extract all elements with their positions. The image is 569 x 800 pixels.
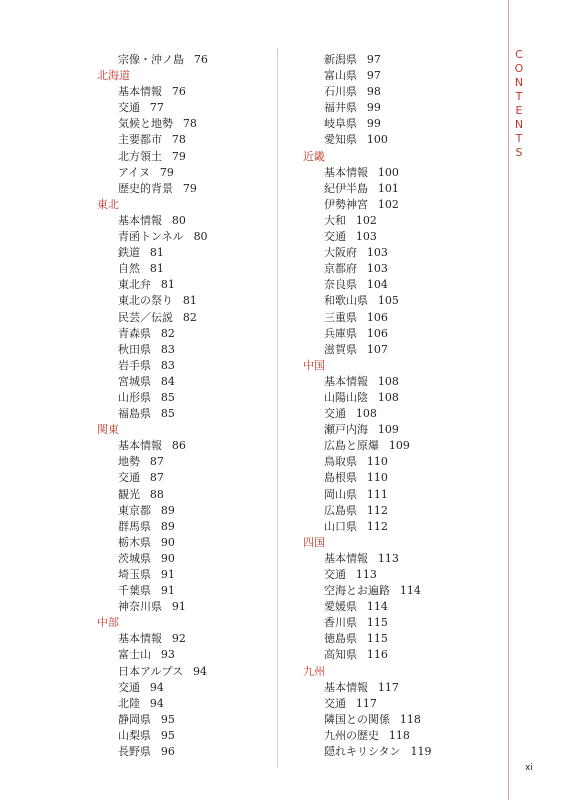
- toc-entry-page: 87: [149, 471, 164, 485]
- toc-entry-page: 85: [160, 407, 175, 421]
- toc-entry-label: 島根県: [324, 471, 357, 485]
- toc-entry-label: 千葉県: [118, 584, 151, 598]
- toc-entry-label: 北陸: [118, 696, 140, 710]
- toc-entry: [303, 310, 431, 326]
- toc-entry-label: 神奈川県: [118, 600, 162, 614]
- toc-entry: [303, 197, 431, 213]
- toc-entry-page: 91: [160, 584, 175, 598]
- toc-section-heading: 東北: [97, 197, 119, 211]
- toc-entry-label: 山形県: [118, 390, 151, 404]
- toc-entry-label: 山口県: [324, 519, 357, 533]
- toc-entry-page: 83: [160, 342, 175, 356]
- toc-entry-page: 107: [366, 342, 388, 356]
- toc-entry-label: 主要都市: [118, 133, 162, 147]
- toc-entry-page: 108: [377, 374, 399, 388]
- toc-entry-page: 92: [171, 632, 186, 646]
- toc-entry-page: 104: [366, 278, 388, 292]
- toc-entry: [303, 567, 431, 583]
- toc-entry-page: 110: [366, 455, 388, 469]
- toc-left-column: [97, 52, 208, 760]
- toc-entry-page: 95: [160, 712, 175, 726]
- toc-entry: [97, 438, 208, 454]
- toc-section-heading: 関東: [97, 423, 119, 437]
- toc-entry-page: 102: [355, 213, 377, 227]
- toc-entry-page: 103: [366, 246, 388, 260]
- toc-entry-page: 108: [355, 407, 377, 421]
- toc-entry-label: 大阪府: [324, 246, 357, 260]
- toc-entry-page: 101: [377, 181, 399, 195]
- toc-entry-page: 103: [366, 262, 388, 276]
- toc-entry-page: 94: [149, 680, 164, 694]
- toc-entry: [97, 487, 208, 503]
- contents-title: [509, 48, 529, 160]
- toc-entry-page: 115: [366, 616, 388, 630]
- toc-entry-label: 基本情報: [324, 680, 368, 694]
- toc-entry-label: 富士山: [118, 648, 151, 662]
- toc-entry-label: 東北の祭り: [118, 294, 173, 308]
- toc-entry: [303, 68, 431, 84]
- toc-entry-page: 85: [160, 390, 175, 404]
- toc-entry: [97, 744, 208, 760]
- toc-entry-page: 106: [366, 326, 388, 340]
- toc-entry: [97, 326, 208, 342]
- toc-entry-label: 徳島県: [324, 632, 357, 646]
- toc-entry-label: 石川県: [324, 85, 357, 99]
- toc-entry-label: 東京都: [118, 503, 151, 517]
- toc-entry: [97, 358, 208, 374]
- toc-entry-page: 97: [366, 69, 381, 83]
- toc-entry-label: アイヌ: [118, 165, 151, 179]
- toc-entry-label: 青森県: [118, 326, 151, 340]
- toc-entry: [303, 631, 431, 647]
- toc-entry: [97, 631, 208, 647]
- toc-entry: [97, 390, 208, 406]
- toc-entry: [303, 165, 431, 181]
- toc-entry-page: 113: [355, 568, 377, 581]
- toc-entry: [303, 406, 431, 422]
- toc-entry-page: 108: [377, 390, 399, 404]
- toc-entry-label: 交通: [324, 230, 346, 244]
- toc-entry-label: 埼玉県: [118, 568, 151, 581]
- toc-entry-label: 北方領土: [118, 149, 162, 163]
- toc-entry: [303, 551, 431, 567]
- toc-entry-label: 観光: [118, 487, 140, 501]
- toc-entry-label: 交通: [118, 680, 140, 694]
- toc-entry-label: 交通: [118, 101, 140, 115]
- toc-entry-label: 交通: [324, 568, 346, 581]
- toc-entry-page: 79: [159, 165, 174, 179]
- toc-entry: [97, 470, 208, 486]
- toc-entry-page: 109: [377, 423, 399, 437]
- toc-entry: [97, 567, 208, 583]
- toc-entry-label: 宮城県: [118, 374, 151, 388]
- toc-entry-page: 81: [149, 262, 164, 276]
- toc-entry: [303, 438, 431, 454]
- toc-entry: [97, 728, 208, 744]
- toc-entry: [303, 52, 431, 68]
- toc-entry-page: 89: [160, 519, 175, 533]
- toc-entry: [303, 728, 431, 744]
- toc-entry-page: 113: [377, 551, 399, 565]
- toc-entry: [97, 696, 208, 712]
- toc-entry-page: 118: [388, 728, 410, 742]
- toc-entry-page: 82: [182, 310, 197, 324]
- toc-entry: [97, 712, 208, 728]
- toc-entry-page: 87: [149, 455, 164, 469]
- toc-entry-page: 100: [366, 133, 388, 147]
- toc-entry-page: 90: [160, 535, 175, 549]
- toc-entry: [303, 470, 431, 486]
- toc-entry: [97, 132, 208, 148]
- toc-entry-page: 82: [160, 326, 175, 340]
- toc-entry-page: 96: [160, 745, 175, 759]
- toc-entry: [303, 84, 431, 100]
- toc-entry-page: 83: [160, 358, 175, 372]
- toc-entry-label: 基本情報: [118, 439, 162, 453]
- toc-entry-page: 116: [366, 648, 388, 662]
- toc-section-heading: 四国: [303, 535, 325, 549]
- toc-entry-page: 119: [410, 745, 432, 759]
- toc-entry-label: 気候と地勢: [118, 117, 173, 131]
- toc-entry-page: 81: [182, 294, 197, 308]
- toc-entry-page: 80: [171, 213, 186, 227]
- toc-entry: [97, 535, 208, 551]
- toc-entry-page: 102: [377, 197, 399, 211]
- toc-entry: [303, 519, 431, 535]
- toc-entry: [97, 229, 208, 245]
- toc-entry: [97, 293, 208, 309]
- toc-entry: [303, 326, 431, 342]
- toc-entry: [97, 213, 208, 229]
- toc-entry-page: 84: [160, 374, 175, 388]
- toc-entry-page: 115: [366, 632, 388, 646]
- toc-entry-label: 福島県: [118, 407, 151, 421]
- toc-entry-label: 秋田県: [118, 342, 151, 356]
- toc-entry-label: 基本情報: [324, 165, 368, 179]
- toc-entry-label: 基本情報: [118, 85, 162, 99]
- toc-entry: [97, 454, 208, 470]
- toc-entry: [97, 149, 208, 165]
- toc-entry: [303, 487, 431, 503]
- toc-entry: [303, 583, 431, 599]
- toc-entry: [303, 422, 431, 438]
- toc-entry-label: 奈良県: [324, 278, 357, 292]
- toc-entry-page: 78: [182, 117, 197, 131]
- toc-entry: [303, 503, 431, 519]
- toc-entry-page: 90: [160, 551, 175, 565]
- toc-entry-label: 基本情報: [324, 374, 368, 388]
- toc-entry: [303, 390, 431, 406]
- toc-entry-label: 青函トンネル: [118, 230, 184, 244]
- toc-section-heading: 北海道: [97, 69, 130, 83]
- toc-entry-page: 114: [366, 600, 388, 614]
- toc-entry: [97, 342, 208, 358]
- toc-entry: [97, 261, 208, 277]
- toc-entry-label: 静岡県: [118, 712, 151, 726]
- toc-entry-page: 94: [193, 664, 208, 678]
- toc-entry-page: 110: [366, 471, 388, 485]
- toc-entry-page: 76: [193, 53, 208, 66]
- toc-entry-label: 新潟県: [324, 53, 357, 66]
- toc-entry-label: 広島と原爆: [324, 439, 379, 453]
- toc-entry-label: 交通: [324, 696, 346, 710]
- toc-entry: [303, 277, 431, 293]
- toc-entry-page: 88: [149, 487, 164, 501]
- toc-entry-label: 高知県: [324, 648, 357, 662]
- toc-entry: [303, 100, 431, 116]
- toc-entry-label: 長野県: [118, 745, 151, 759]
- toc-section-heading: 九州: [303, 664, 325, 678]
- toc-entry-label: 岡山県: [324, 487, 357, 501]
- toc-entry-label: 福井県: [324, 101, 357, 115]
- toc-entry: [303, 615, 431, 631]
- toc-entry-page: 105: [377, 294, 399, 308]
- toc-entry-page: 98: [366, 85, 381, 99]
- toc-entry: [97, 406, 208, 422]
- toc-entry-label: 山梨県: [118, 728, 151, 742]
- toc-right-column: [303, 52, 431, 760]
- toc-entry: [97, 100, 208, 116]
- toc-entry: [303, 261, 431, 277]
- toc-entry-label: 東北弁: [118, 278, 151, 292]
- toc-entry: [303, 132, 431, 148]
- toc-entry: [303, 374, 431, 390]
- toc-entry: [97, 680, 208, 696]
- toc-entry-label: 滋賀県: [324, 342, 357, 356]
- toc-entry-label: 宗像・沖ノ島: [118, 53, 184, 66]
- toc-entry-label: 茨城県: [118, 551, 151, 565]
- toc-entry-page: 111: [366, 487, 388, 501]
- toc-entry-label: 紀伊半島: [324, 181, 368, 195]
- toc-entry: [97, 647, 208, 663]
- toc-entry: [303, 245, 431, 261]
- toc-entry: [97, 277, 208, 293]
- toc-entry-label: 鉄道: [118, 246, 140, 260]
- toc-entry: [97, 583, 208, 599]
- toc-entry: [303, 116, 431, 132]
- toc-entry-page: 117: [355, 696, 377, 710]
- toc-entry-page: 86: [171, 439, 186, 453]
- toc-entry-label: 歴史的背景: [118, 181, 173, 195]
- toc-entry-label: 空海とお遍路: [324, 584, 390, 598]
- toc-entry: [303, 696, 431, 712]
- toc-entry-page: 118: [399, 712, 421, 726]
- toc-section-heading: 近畿: [303, 149, 325, 163]
- toc-entry-page: 81: [149, 246, 164, 260]
- toc-entry-label: 鳥取県: [324, 455, 357, 469]
- toc-entry-label: 愛媛県: [324, 600, 357, 614]
- toc-entry: [97, 519, 208, 535]
- toc-entry: [303, 599, 431, 615]
- toc-entry-page: 91: [171, 600, 186, 614]
- toc-entry-page: 94: [149, 696, 164, 710]
- toc-entry-page: 109: [388, 439, 410, 453]
- toc-entry-label: 香川県: [324, 616, 357, 630]
- toc-entry: [97, 52, 208, 68]
- toc-entry-label: 兵庫県: [324, 326, 357, 340]
- toc-entry-label: 栃木県: [118, 535, 151, 549]
- toc-entry-page: 79: [182, 181, 197, 195]
- toc-entry-page: 112: [366, 503, 388, 517]
- toc-entry-label: 岐阜県: [324, 117, 357, 131]
- toc-entry-page: 95: [160, 728, 175, 742]
- toc-entry-page: 93: [160, 648, 175, 662]
- toc-entry-label: 三重県: [324, 310, 357, 324]
- toc-entry-page: 77: [149, 101, 164, 115]
- toc-entry-label: 和歌山県: [324, 294, 368, 308]
- toc-entry-label: 自然: [118, 262, 140, 276]
- toc-entry-page: 91: [160, 568, 175, 581]
- toc-entry-page: 89: [160, 503, 175, 517]
- toc-entry-label: 隠れキリシタン: [324, 745, 401, 759]
- toc-entry-label: 群馬県: [118, 519, 151, 533]
- toc-entry-label: 山陽山陰: [324, 390, 368, 404]
- toc-entry: [303, 647, 431, 663]
- toc-entry: [97, 374, 208, 390]
- toc-entry-label: 富山県: [324, 69, 357, 83]
- toc-entry-label: 愛知県: [324, 133, 357, 147]
- toc-entry: [303, 342, 431, 358]
- toc-entry: [303, 744, 431, 760]
- toc-entry-page: 76: [171, 85, 186, 99]
- toc-entry-label: 基本情報: [118, 213, 162, 227]
- toc-entry-label: 交通: [324, 407, 346, 421]
- toc-entry-page: 99: [366, 101, 381, 115]
- column-divider: [277, 48, 278, 768]
- toc-entry: [97, 664, 208, 680]
- toc-entry-label: 隣国との関係: [324, 712, 390, 726]
- toc-entry-page: 112: [366, 519, 388, 533]
- toc-entry-label: 広島県: [324, 503, 357, 517]
- toc-entry: [97, 84, 208, 100]
- toc-entry-page: 106: [366, 310, 388, 324]
- toc-entry-page: 81: [160, 278, 175, 292]
- toc-entry-page: 100: [377, 165, 399, 179]
- page-number: xi: [525, 763, 533, 773]
- toc-entry-page: 80: [193, 230, 208, 244]
- toc-entry-page: 78: [171, 133, 186, 147]
- toc-entry: [97, 116, 208, 132]
- toc-entry: [97, 551, 208, 567]
- toc-entry: [97, 245, 208, 261]
- toc-entry: [303, 712, 431, 728]
- toc-entry: [97, 503, 208, 519]
- toc-entry-label: 日本アルプス: [118, 664, 184, 678]
- toc-section-heading: 中部: [97, 616, 119, 630]
- toc-entry-label: 地勢: [118, 455, 140, 469]
- toc-entry: [303, 680, 431, 696]
- toc-entry: [97, 165, 208, 181]
- toc-entry-label: 基本情報: [324, 551, 368, 565]
- toc-entry-page: 97: [366, 53, 381, 66]
- toc-entry-label: 基本情報: [118, 632, 162, 646]
- toc-entry-page: 117: [377, 680, 399, 694]
- toc-entry: [303, 454, 431, 470]
- toc-entry-label: 岩手県: [118, 358, 151, 372]
- toc-entry-page: 114: [399, 584, 421, 598]
- toc-entry-label: 伊勢神宮: [324, 197, 368, 211]
- toc-entry-page: 103: [355, 230, 377, 244]
- toc-entry-label: 京都府: [324, 262, 357, 276]
- toc-entry: [303, 181, 431, 197]
- toc-entry-label: 交通: [118, 471, 140, 485]
- toc-entry-label: 九州の歴史: [324, 728, 379, 742]
- toc-entry: [97, 181, 208, 197]
- toc-entry-label: 瀬戸内海: [324, 423, 368, 437]
- toc-entry-label: 大和: [324, 213, 346, 227]
- toc-section-heading: 中国: [303, 358, 325, 372]
- toc-entry-page: 99: [366, 117, 381, 131]
- toc-entry: [303, 229, 431, 245]
- toc-entry-label: 民芸／伝説: [118, 310, 173, 324]
- toc-entry: [303, 293, 431, 309]
- contents-title-text: C O N T E N T S: [514, 48, 524, 159]
- toc-entry: [303, 213, 431, 229]
- toc-entry: [97, 310, 208, 326]
- toc-entry: [97, 599, 208, 615]
- toc-entry-page: 79: [171, 149, 186, 163]
